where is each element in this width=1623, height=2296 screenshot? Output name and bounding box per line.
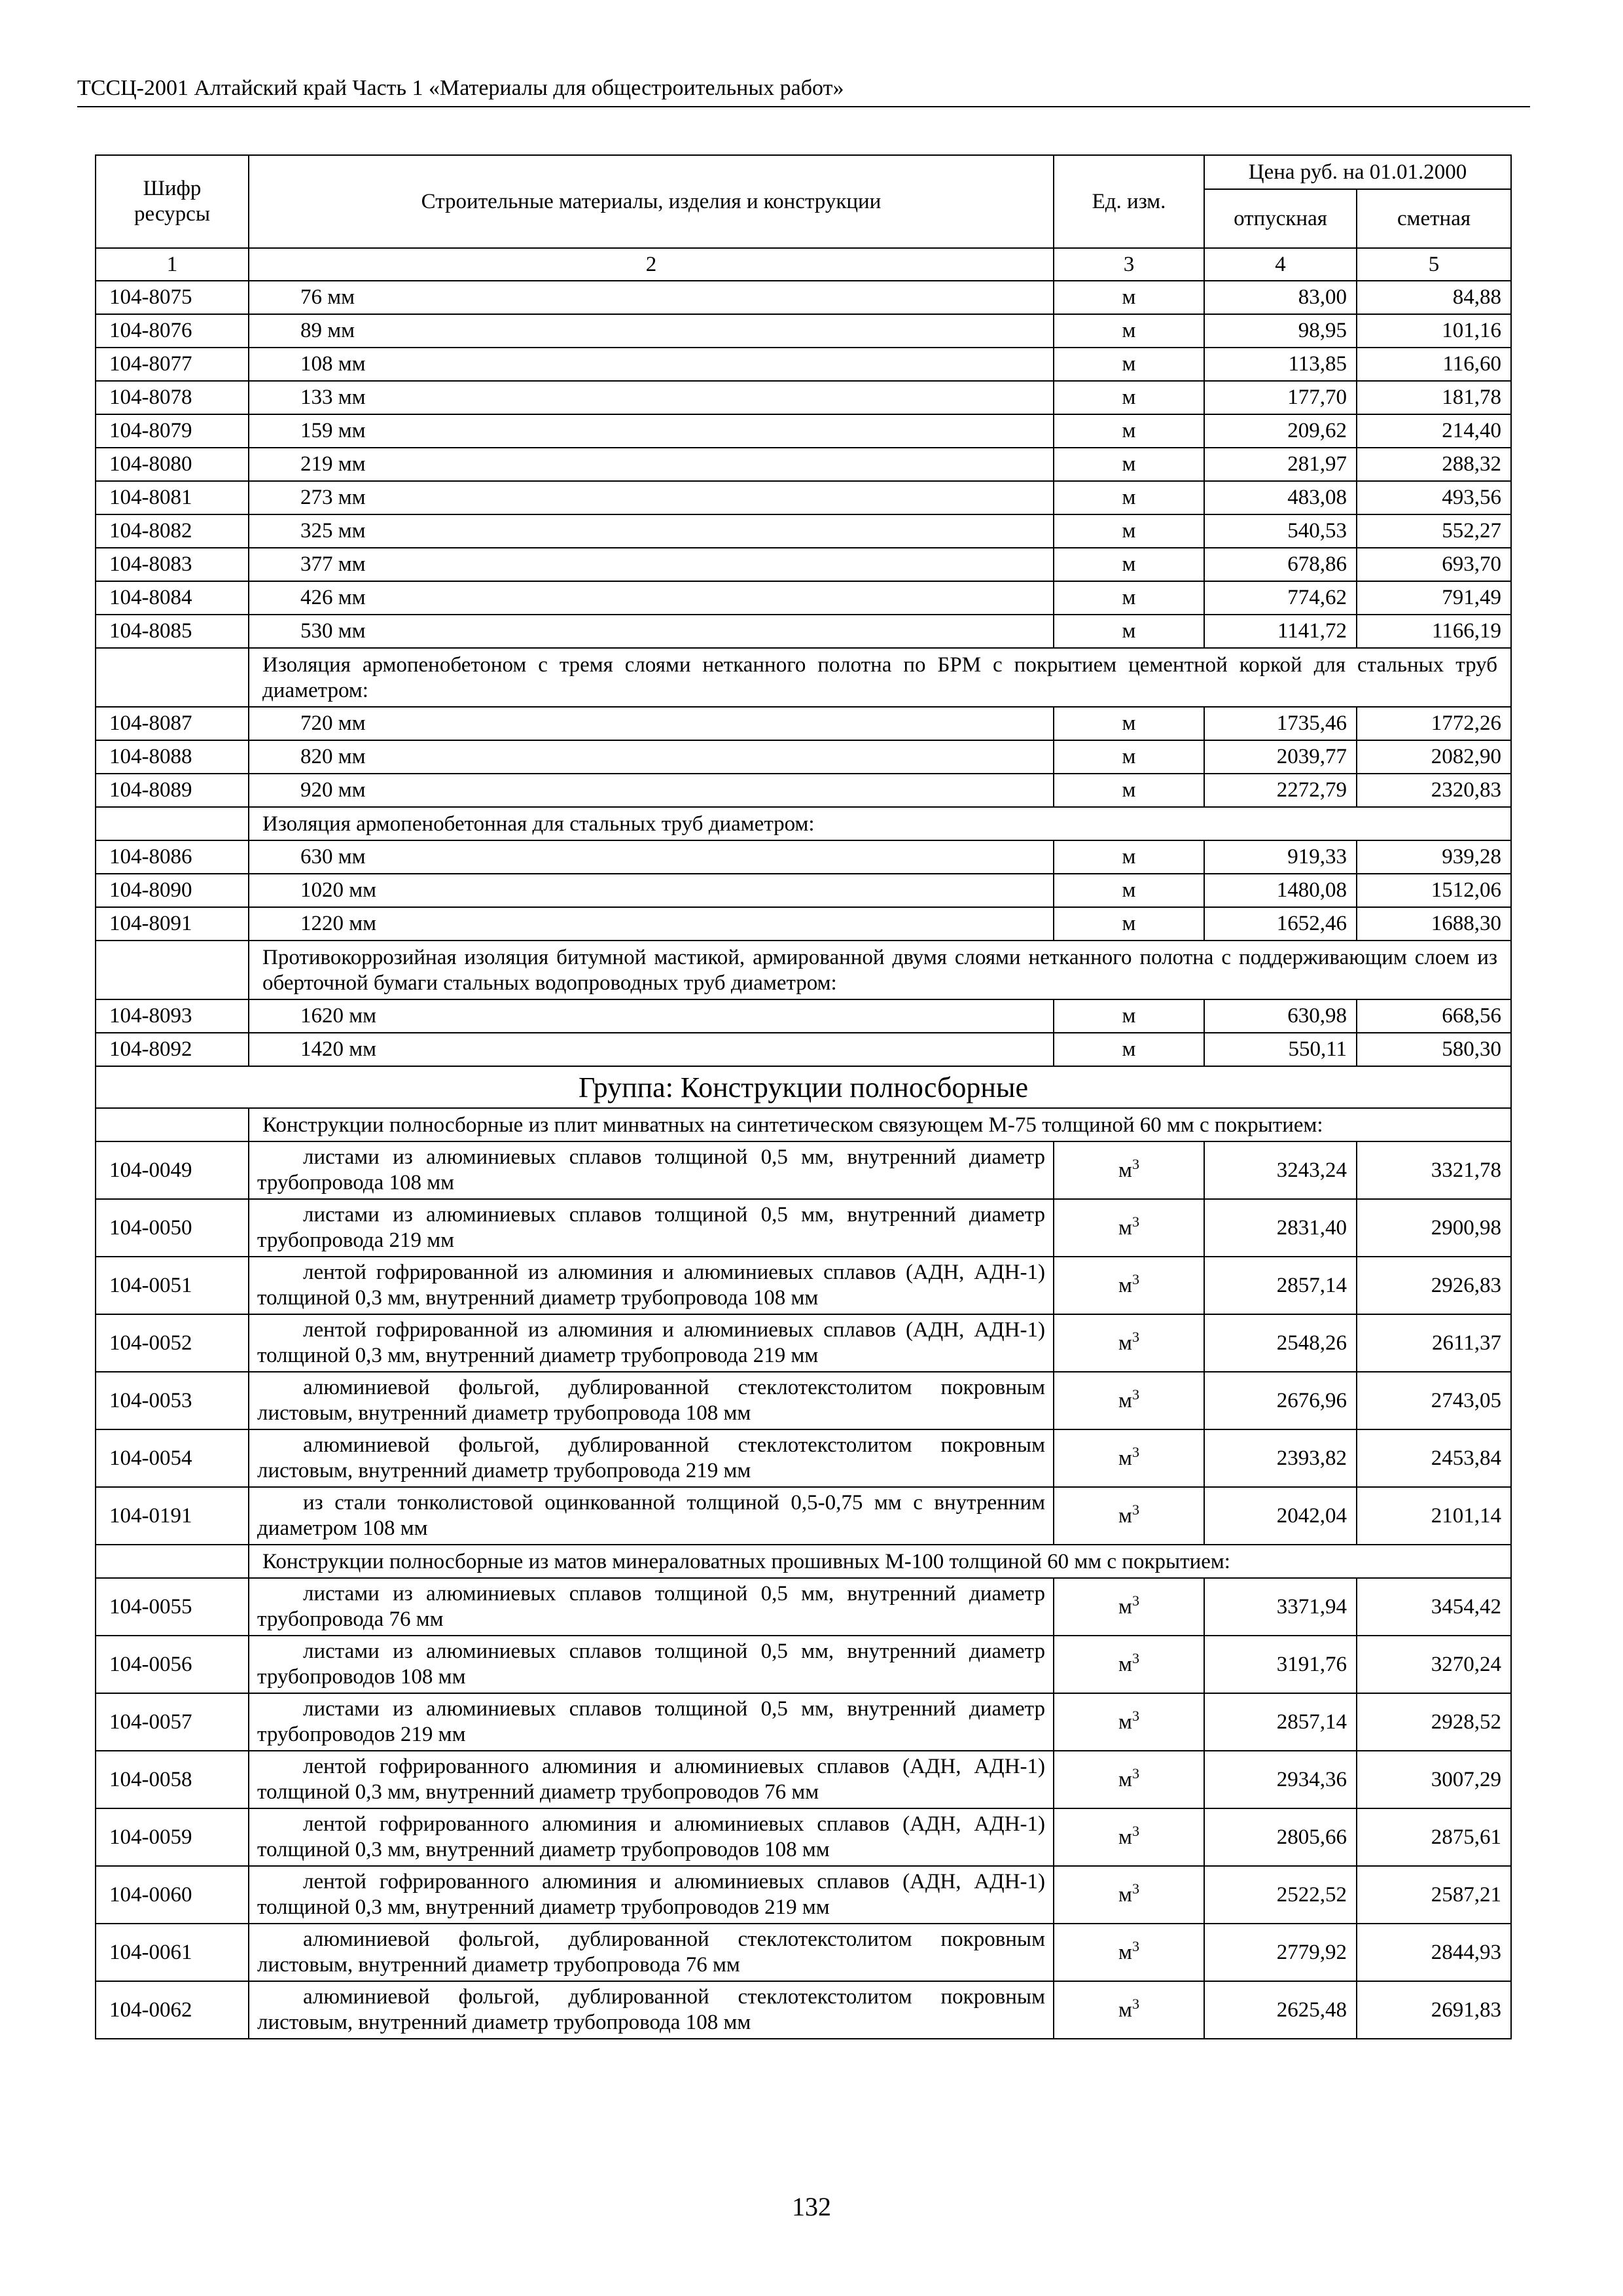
resource-code: 104-8088: [96, 740, 249, 774]
table-row: [96, 840, 1511, 874]
unit: м: [1054, 1033, 1204, 1066]
resource-code: 104-8076: [96, 314, 249, 348]
resource-code: 104-0062: [96, 1981, 249, 2039]
unit: м: [1054, 348, 1204, 381]
resource-code: 104-8092: [96, 1033, 249, 1066]
resource-code: 104-8080: [96, 448, 249, 481]
resource-code: 104-0057: [96, 1693, 249, 1751]
unit-cell: [1054, 1372, 1204, 1429]
table-row: [96, 1808, 1511, 1866]
resource-code: 104-0051: [96, 1257, 249, 1314]
table-row: [96, 281, 1511, 314]
unit-exponent: 3: [1132, 1880, 1139, 1897]
estimate-price: 2101,14: [1357, 1487, 1511, 1545]
material-name: алюминиевой фольгой, дублированной стеклотекстолитом покровным листовым, внутренний диаметр трубопровода 108 мм: [249, 1981, 1054, 2039]
table-row: [96, 874, 1511, 907]
release-price: 2676,96: [1204, 1372, 1357, 1429]
release-price: 2625,48: [1204, 1981, 1357, 2039]
release-price: 1480,08: [1204, 874, 1357, 907]
unit: м: [1118, 1446, 1132, 1470]
release-price: 774,62: [1204, 581, 1357, 615]
unit: м: [1054, 581, 1204, 615]
resource-code: 104-0059: [96, 1808, 249, 1866]
section-code-blank: [96, 1545, 249, 1578]
unit: м: [1118, 1273, 1132, 1297]
release-price: 2548,26: [1204, 1314, 1357, 1372]
unit: м: [1118, 1652, 1132, 1676]
resource-code: 104-8091: [96, 907, 249, 941]
header-unit: Ед. изм.: [1054, 155, 1204, 248]
unit: м: [1054, 514, 1204, 548]
estimate-price: 214,40: [1357, 414, 1511, 448]
table-row: [96, 1578, 1511, 1636]
resource-code: 104-0056: [96, 1636, 249, 1693]
table-row: [96, 514, 1511, 548]
unit: м: [1118, 1331, 1132, 1355]
release-price: 281,97: [1204, 448, 1357, 481]
material-name: листами из алюминиевых сплавов толщиной 0,5 мм, внутренний диаметр трубопровода 76 мм: [249, 1578, 1054, 1636]
table-row: [96, 999, 1511, 1033]
table-row: [96, 1257, 1511, 1314]
unit: м: [1054, 615, 1204, 648]
unit-exponent: 3: [1132, 1270, 1139, 1287]
column-number: 4: [1204, 248, 1357, 281]
release-price: 1735,46: [1204, 707, 1357, 740]
material-name: 219 мм: [249, 448, 1054, 481]
table-row: [96, 1924, 1511, 1981]
unit-exponent: 3: [1132, 1649, 1139, 1666]
section-code-blank: [96, 648, 249, 707]
unit-exponent: 3: [1132, 1328, 1139, 1345]
estimate-price: 668,56: [1357, 999, 1511, 1033]
column-number: 3: [1054, 248, 1204, 281]
resource-code: 104-8082: [96, 514, 249, 548]
estimate-price: 2691,83: [1357, 1981, 1511, 2039]
material-name: алюминиевой фольгой, дублированной стеклотекстолитом покровным листовым, внутренний диаметр трубопровода 76 мм: [249, 1924, 1054, 1981]
table-row: [96, 1693, 1511, 1751]
table-row: [96, 1372, 1511, 1429]
table-row: [96, 740, 1511, 774]
estimate-price: 288,32: [1357, 448, 1511, 481]
resource-code: 104-0049: [96, 1141, 249, 1199]
resource-code: 104-8081: [96, 481, 249, 514]
table-row: [96, 548, 1511, 581]
section-title: Конструкции полносборные из матов минераловатных прошивных М-100 толщиной 60 мм с покрытием:: [249, 1545, 1511, 1578]
estimate-price: 116,60: [1357, 348, 1511, 381]
estimate-price: 2320,83: [1357, 774, 1511, 807]
resource-code: 104-0050: [96, 1199, 249, 1257]
resource-code: 104-8083: [96, 548, 249, 581]
release-price: 2522,52: [1204, 1866, 1357, 1924]
estimate-price: 3454,42: [1357, 1578, 1511, 1636]
material-name: листами из алюминиевых сплавов толщиной 0,5 мм, внутренний диаметр трубопровода 108 мм: [249, 1141, 1054, 1199]
unit: м: [1054, 999, 1204, 1033]
unit-exponent: 3: [1132, 1995, 1139, 2012]
table-row: [96, 1033, 1511, 1066]
material-name: 76 мм: [249, 281, 1054, 314]
table-row: [96, 1141, 1511, 1199]
unit-cell: [1054, 1578, 1204, 1636]
unit: м: [1118, 1825, 1132, 1849]
material-name: лентой гофрированного алюминия и алюминиевых сплавов (АДН, АДН-1) толщиной 0,3 мм, внутренний диаметр трубопроводов 219 мм: [249, 1866, 1054, 1924]
release-price: 3371,94: [1204, 1578, 1357, 1636]
header-release-price: отпускная: [1204, 189, 1357, 248]
table-row: [96, 1314, 1511, 1372]
group-row: [96, 1066, 1511, 1108]
unit: м: [1118, 1388, 1132, 1412]
unit-cell: [1054, 1257, 1204, 1314]
release-price: 550,11: [1204, 1033, 1357, 1066]
release-price: 919,33: [1204, 840, 1357, 874]
table-row: [96, 707, 1511, 740]
material-name: 133 мм: [249, 381, 1054, 414]
unit-cell: [1054, 1314, 1204, 1372]
table-row: [96, 448, 1511, 481]
material-name: 426 мм: [249, 581, 1054, 615]
resource-code: 104-0052: [96, 1314, 249, 1372]
table-row: [96, 1199, 1511, 1257]
unit: м: [1054, 740, 1204, 774]
release-price: 209,62: [1204, 414, 1357, 448]
release-price: 2831,40: [1204, 1199, 1357, 1257]
material-name: лентой гофрированной из алюминия и алюминиевых сплавов (АДН, АДН-1) толщиной 0,3 мм, внутренний диаметр трубопровода 219 мм: [249, 1314, 1054, 1372]
estimate-price: 2587,21: [1357, 1866, 1511, 1924]
unit: м: [1054, 840, 1204, 874]
release-price: 2805,66: [1204, 1808, 1357, 1866]
release-price: 98,95: [1204, 314, 1357, 348]
resource-code: 104-8077: [96, 348, 249, 381]
unit: м: [1054, 481, 1204, 514]
table-row: [96, 774, 1511, 807]
resource-code: 104-0053: [96, 1372, 249, 1429]
resource-code: 104-0191: [96, 1487, 249, 1545]
section-code-blank: [96, 807, 249, 840]
header-estimate-price: сметная: [1357, 189, 1511, 248]
unit: м: [1054, 381, 1204, 414]
unit-cell: [1054, 1751, 1204, 1808]
unit: м: [1054, 414, 1204, 448]
material-name: 377 мм: [249, 548, 1054, 581]
table-row: [96, 414, 1511, 448]
resource-code: 104-0055: [96, 1578, 249, 1636]
resource-code: 104-8090: [96, 874, 249, 907]
resource-code: 104-0058: [96, 1751, 249, 1808]
release-price: 2934,36: [1204, 1751, 1357, 1808]
unit-cell: [1054, 1808, 1204, 1866]
unit-exponent: 3: [1132, 1155, 1139, 1172]
release-price: 2272,79: [1204, 774, 1357, 807]
unit-cell: [1054, 1141, 1204, 1199]
page-header: ТССЦ-2001 Алтайский край Часть 1 «Материалы для общестроительных работ»: [77, 73, 1530, 107]
estimate-price: 1772,26: [1357, 707, 1511, 740]
resource-code: 104-8079: [96, 414, 249, 448]
table-row: [96, 1429, 1511, 1487]
resource-code: 104-8089: [96, 774, 249, 807]
release-price: 2039,77: [1204, 740, 1357, 774]
section-title: Противокоррозийная изоляция битумной мастикой, армированной двумя слоями нетканного полотна с поддерживающим слоем из оберточной бумаги стальных водопроводных труб диаметром:: [249, 941, 1511, 999]
material-name: листами из алюминиевых сплавов толщиной 0,5 мм, внутренний диаметр трубопроводов 108 мм: [249, 1636, 1054, 1693]
table-row: [96, 1487, 1511, 1545]
table-row: [96, 581, 1511, 615]
table-row: [96, 314, 1511, 348]
unit-cell: [1054, 1924, 1204, 1981]
release-price: 113,85: [1204, 348, 1357, 381]
release-price: 3191,76: [1204, 1636, 1357, 1693]
unit-cell: [1054, 1636, 1204, 1693]
estimate-price: 101,16: [1357, 314, 1511, 348]
estimate-price: 2844,93: [1357, 1924, 1511, 1981]
unit: м: [1054, 707, 1204, 740]
table-row: [96, 1751, 1511, 1808]
section-row: [96, 1545, 1511, 1578]
table-row: [96, 381, 1511, 414]
release-price: 3243,24: [1204, 1141, 1357, 1199]
estimate-price: 1166,19: [1357, 615, 1511, 648]
unit-exponent: 3: [1132, 1443, 1139, 1460]
material-name: алюминиевой фольгой, дублированной стеклотекстолитом покровным листовым, внутренний диаметр трубопровода 219 мм: [249, 1429, 1054, 1487]
material-name: 820 мм: [249, 740, 1054, 774]
release-price: 2779,92: [1204, 1924, 1357, 1981]
column-number: 5: [1357, 248, 1511, 281]
release-price: 1652,46: [1204, 907, 1357, 941]
section-code-blank: [96, 941, 249, 999]
resource-code: 104-8075: [96, 281, 249, 314]
unit: м: [1054, 907, 1204, 941]
estimate-price: 939,28: [1357, 840, 1511, 874]
estimate-price: 2900,98: [1357, 1199, 1511, 1257]
material-name: 530 мм: [249, 615, 1054, 648]
column-numbers-row: [96, 248, 1511, 281]
unit: м: [1054, 314, 1204, 348]
release-price: 483,08: [1204, 481, 1357, 514]
material-name: лентой гофрированного алюминия и алюминиевых сплавов (АДН, АДН-1) толщиной 0,3 мм, внутренний диаметр трубопроводов 108 мм: [249, 1808, 1054, 1866]
release-price: 540,53: [1204, 514, 1357, 548]
material-name: лентой гофрированной из алюминия и алюминиевых сплавов (АДН, АДН-1) толщиной 0,3 мм, внутренний диаметр трубопровода 108 мм: [249, 1257, 1054, 1314]
material-name: из стали тонколистовой оцинкованной толщиной 0,5-0,75 мм с внутренним диаметром 108 мм: [249, 1487, 1054, 1545]
estimate-price: 2082,90: [1357, 740, 1511, 774]
column-number: 1: [96, 248, 249, 281]
resource-code: 104-0060: [96, 1866, 249, 1924]
table-row: [96, 1636, 1511, 1693]
material-name: 159 мм: [249, 414, 1054, 448]
section-title: Конструкции полносборные из плит минватных на синтетическом связующем М-75 толщиной 60 мм с покрытием:: [249, 1108, 1511, 1141]
unit-cell: [1054, 1199, 1204, 1257]
section-row: [96, 807, 1511, 840]
estimate-price: 1512,06: [1357, 874, 1511, 907]
material-name: 325 мм: [249, 514, 1054, 548]
unit-exponent: 3: [1132, 1213, 1139, 1230]
estimate-price: 3007,29: [1357, 1751, 1511, 1808]
release-price: 1141,72: [1204, 615, 1357, 648]
unit-cell: [1054, 1981, 1204, 2039]
release-price: 83,00: [1204, 281, 1357, 314]
unit-cell: [1054, 1487, 1204, 1545]
unit-cell: [1054, 1429, 1204, 1487]
resource-code: 104-8093: [96, 999, 249, 1033]
release-price: 2042,04: [1204, 1487, 1357, 1545]
unit: м: [1054, 281, 1204, 314]
estimate-price: 693,70: [1357, 548, 1511, 581]
group-title: Группа: Конструкции полносборные: [96, 1066, 1511, 1108]
estimate-price: 2743,05: [1357, 1372, 1511, 1429]
estimate-price: 2875,61: [1357, 1808, 1511, 1866]
unit-exponent: 3: [1132, 1592, 1139, 1609]
table-row: [96, 907, 1511, 941]
estimate-price: 181,78: [1357, 381, 1511, 414]
estimate-price: 493,56: [1357, 481, 1511, 514]
resource-code: 104-0054: [96, 1429, 249, 1487]
estimate-price: 580,30: [1357, 1033, 1511, 1066]
unit: м: [1118, 1940, 1132, 1964]
table-header: [96, 155, 1511, 281]
section-title: Изоляция армопенобетоном с тремя слоями нетканного полотна по БРМ с покрытием цементной коркой для стальных труб диаметром:: [249, 648, 1511, 707]
unit-exponent: 3: [1132, 1501, 1139, 1518]
unit-exponent: 3: [1132, 1822, 1139, 1839]
material-name: алюминиевой фольгой, дублированной стеклотекстолитом покровным листовым, внутренний диаметр трубопровода 108 мм: [249, 1372, 1054, 1429]
estimate-price: 3270,24: [1357, 1636, 1511, 1693]
header-name: Строительные материалы, изделия и конструкции: [249, 155, 1054, 248]
unit: м: [1054, 774, 1204, 807]
release-price: 2393,82: [1204, 1429, 1357, 1487]
material-name: 1420 мм: [249, 1033, 1054, 1066]
resource-code: 104-8085: [96, 615, 249, 648]
page-number: 132: [792, 2192, 831, 2221]
unit-cell: [1054, 1866, 1204, 1924]
unit: м: [1054, 548, 1204, 581]
unit: м: [1118, 1882, 1132, 1907]
section-row: [96, 941, 1511, 999]
resource-code: 104-8086: [96, 840, 249, 874]
unit-exponent: 3: [1132, 1386, 1139, 1403]
table-row: [96, 1981, 1511, 2039]
resource-code: 104-8087: [96, 707, 249, 740]
material-name: 720 мм: [249, 707, 1054, 740]
unit: м: [1054, 874, 1204, 907]
estimate-price: 2453,84: [1357, 1429, 1511, 1487]
estimate-price: 791,49: [1357, 581, 1511, 615]
section-row: [96, 1108, 1511, 1141]
release-price: 630,98: [1204, 999, 1357, 1033]
release-price: 678,86: [1204, 548, 1357, 581]
material-name: листами из алюминиевых сплавов толщиной 0,5 мм, внутренний диаметр трубопровода 219 мм: [249, 1199, 1054, 1257]
estimate-price: 84,88: [1357, 281, 1511, 314]
unit-exponent: 3: [1132, 1937, 1139, 1954]
column-number: 2: [249, 248, 1054, 281]
table-body: [96, 281, 1511, 2039]
resource-code: 104-8084: [96, 581, 249, 615]
unit: м: [1054, 448, 1204, 481]
release-price: 2857,14: [1204, 1257, 1357, 1314]
estimate-price: 3321,78: [1357, 1141, 1511, 1199]
table-row: [96, 348, 1511, 381]
material-name: лентой гофрированного алюминия и алюминиевых сплавов (АДН, АДН-1) толщиной 0,3 мм, внутренний диаметр трубопроводов 76 мм: [249, 1751, 1054, 1808]
table-row: [96, 615, 1511, 648]
section-row: [96, 648, 1511, 707]
estimate-price: 552,27: [1357, 514, 1511, 548]
release-price: 177,70: [1204, 381, 1357, 414]
estimate-price: 2611,37: [1357, 1314, 1511, 1372]
unit: м: [1118, 1594, 1132, 1619]
price-table: [95, 154, 1512, 2039]
estimate-price: 1688,30: [1357, 907, 1511, 941]
material-name: 1620 мм: [249, 999, 1054, 1033]
material-name: 1220 мм: [249, 907, 1054, 941]
unit: м: [1118, 1998, 1132, 2022]
unit-cell: [1054, 1693, 1204, 1751]
table-row: [96, 481, 1511, 514]
material-name: 630 мм: [249, 840, 1054, 874]
release-price: 2857,14: [1204, 1693, 1357, 1751]
material-name: листами из алюминиевых сплавов толщиной 0,5 мм, внутренний диаметр трубопроводов 219 мм: [249, 1693, 1054, 1751]
unit: м: [1118, 1215, 1132, 1240]
resource-code: 104-8078: [96, 381, 249, 414]
material-name: 1020 мм: [249, 874, 1054, 907]
estimate-price: 2926,83: [1357, 1257, 1511, 1314]
header-price-group: Цена руб. на 01.01.2000: [1204, 155, 1511, 189]
material-name: 273 мм: [249, 481, 1054, 514]
unit-exponent: 3: [1132, 1707, 1139, 1724]
material-name: 108 мм: [249, 348, 1054, 381]
unit-exponent: 3: [1132, 1765, 1139, 1782]
unit: м: [1118, 1158, 1132, 1182]
unit: м: [1118, 1710, 1132, 1734]
section-code-blank: [96, 1108, 249, 1141]
material-name: 920 мм: [249, 774, 1054, 807]
material-name: 89 мм: [249, 314, 1054, 348]
table-row: [96, 1866, 1511, 1924]
estimate-price: 2928,52: [1357, 1693, 1511, 1751]
section-title: Изоляция армопенобетонная для стальных труб диаметром:: [249, 807, 1511, 840]
resource-code: 104-0061: [96, 1924, 249, 1981]
unit: м: [1118, 1503, 1132, 1528]
unit: м: [1118, 1767, 1132, 1791]
header-code: Шифр ресурсы: [96, 155, 249, 248]
